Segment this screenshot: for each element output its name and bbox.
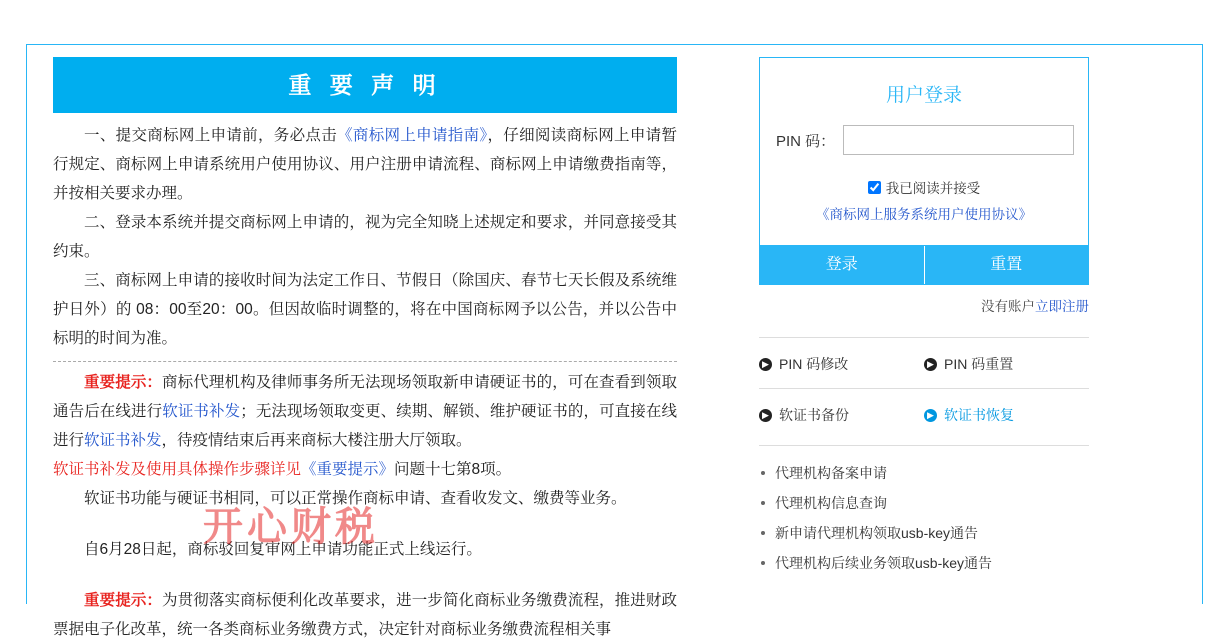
quick-links [759, 337, 1089, 425]
pin-reset-label: PIN 码重置 [944, 356, 1014, 372]
arrow-right-icon: ▶ [759, 358, 772, 371]
notice-body [53, 113, 677, 644]
notice-divider [53, 361, 677, 362]
quick-links-row-1 [759, 354, 1089, 374]
register-link[interactable]: 立即注册 [1035, 299, 1089, 314]
notice-panel [53, 57, 677, 638]
pin-reset-link[interactable] [924, 354, 1089, 374]
soft-cert-reissue-link-1[interactable]: 软证书补发 [162, 403, 241, 420]
tip-red-text-a: 软证书补发及使用具体操作步骤详见 [53, 461, 302, 478]
pin-input[interactable] [843, 125, 1074, 155]
notice-title: 重 要 声 明 [53, 57, 677, 113]
tip-paragraph-1 [53, 368, 677, 455]
list-item[interactable]: 新申请代理机构领取usb-key通告 [759, 518, 1089, 548]
notice-item-1-prefix: 一、提交商标网上申请前，务必点击 [84, 127, 338, 144]
soft-cert-restore-link[interactable] [924, 405, 1089, 425]
tip-text-1c: ，待疫情结束后再来商标大楼注册大厅领取。 [161, 432, 472, 449]
tip-paragraph-4: 自6月28日起，商标驳回复审网上申请功能正式上线运行。 [84, 541, 482, 558]
notice-links-list [759, 445, 1089, 578]
online-application-guide-link[interactable]: 《商标网上申请指南》 [337, 127, 488, 144]
tip-label-2: 重要提示： [84, 592, 163, 609]
pin-modify-link[interactable] [759, 354, 924, 374]
page-columns [27, 45, 1202, 638]
register-row [759, 295, 1089, 315]
notice-item-3: 三、商标网上申请的接收时间为法定工作日、节假日（除国庆、春节七天长假及系统维护日外）的 08：00至20：00。但因故临时调整的，将在中国商标网予以公告，并以公告中标明的时间为准。 [53, 272, 677, 347]
tip-red-text-b: 问题十七第8项。 [394, 461, 512, 478]
agree-label: 我已阅读并接受 [885, 181, 981, 196]
tip-paragraph-5 [53, 586, 677, 644]
spacer-2 [53, 564, 677, 586]
list-item[interactable]: 代理机构备案申请 [759, 458, 1089, 488]
login-button[interactable]: 登录 [760, 246, 924, 284]
list-item[interactable]: 代理机构后续业务领取usb-key通告 [759, 548, 1089, 578]
tip-label-1: 重要提示： [84, 374, 163, 391]
reset-button[interactable]: 重置 [924, 246, 1089, 284]
tip-paragraph-3: 软证书功能与硬证书相同，可以正常操作商标申请、查看收发文、缴费等业务。 [84, 490, 627, 507]
soft-cert-restore-label: 软证书恢复 [944, 407, 1014, 423]
list-item[interactable]: 代理机构信息查询 [759, 488, 1089, 518]
login-box [759, 57, 1089, 285]
tip-text-1b: ；无法现场领取变更、续期、解锁、维护硬证书的，可直接在线进行 [53, 403, 677, 449]
spacer [53, 513, 677, 535]
login-button-row [760, 245, 1088, 284]
arrow-right-icon: ▶ [759, 409, 772, 422]
important-tips-link[interactable]: 《重要提示》 [301, 461, 395, 478]
arrow-right-icon: ▶ [924, 358, 937, 371]
agreement-link-row [760, 203, 1088, 223]
pin-row [760, 125, 1088, 155]
agree-checkbox[interactable] [868, 181, 881, 194]
soft-cert-backup-label: 软证书备份 [779, 407, 849, 423]
no-account-text: 没有账户 [981, 299, 1035, 314]
notice-item-1 [53, 121, 677, 208]
tip-text-2: 为贯彻落实商标便利化改革要求，进一步简化商标业务缴费流程，推进财政票据电子化改革，统一各类商标业务缴费方式，决定针对商标业务缴费流程相关事 [53, 592, 677, 638]
login-title: 用户登录 [885, 85, 962, 106]
page-frame [26, 44, 1203, 638]
arrow-right-icon: ▶ [924, 409, 937, 422]
tip-text-1a: 商标代理机构及律师事务所无法现场领取新申请硬证书的，可在查看到领取通告后在线进行 [53, 374, 677, 420]
agree-row [760, 177, 1088, 197]
tip-block [53, 368, 677, 644]
user-agreement-link[interactable]: 《商标网上服务系统用户使用协议》 [816, 207, 1032, 222]
login-panel [677, 57, 1188, 604]
notice-item-1-suffix: ，仔细阅读商标网上申请暂行规定、商标网上申请系统用户使用协议、用户注册申请流程、商标网上申请缴费指南等，并按相关要求办理。 [53, 127, 677, 202]
tip-paragraph-2 [53, 455, 677, 484]
soft-cert-reissue-link-2[interactable]: 软证书补发 [84, 432, 162, 449]
watermark: 开心财税 [203, 504, 379, 549]
soft-cert-backup-link[interactable] [759, 405, 924, 425]
pin-modify-label: PIN 码修改 [779, 356, 849, 372]
quick-links-row-2 [759, 388, 1089, 425]
pin-label: PIN 码： [776, 132, 836, 150]
notice-item-2: 二、登录本系统并提交商标网上申请的，视为完全知晓上述规定和要求，并同意接受其约束。 [53, 214, 677, 260]
